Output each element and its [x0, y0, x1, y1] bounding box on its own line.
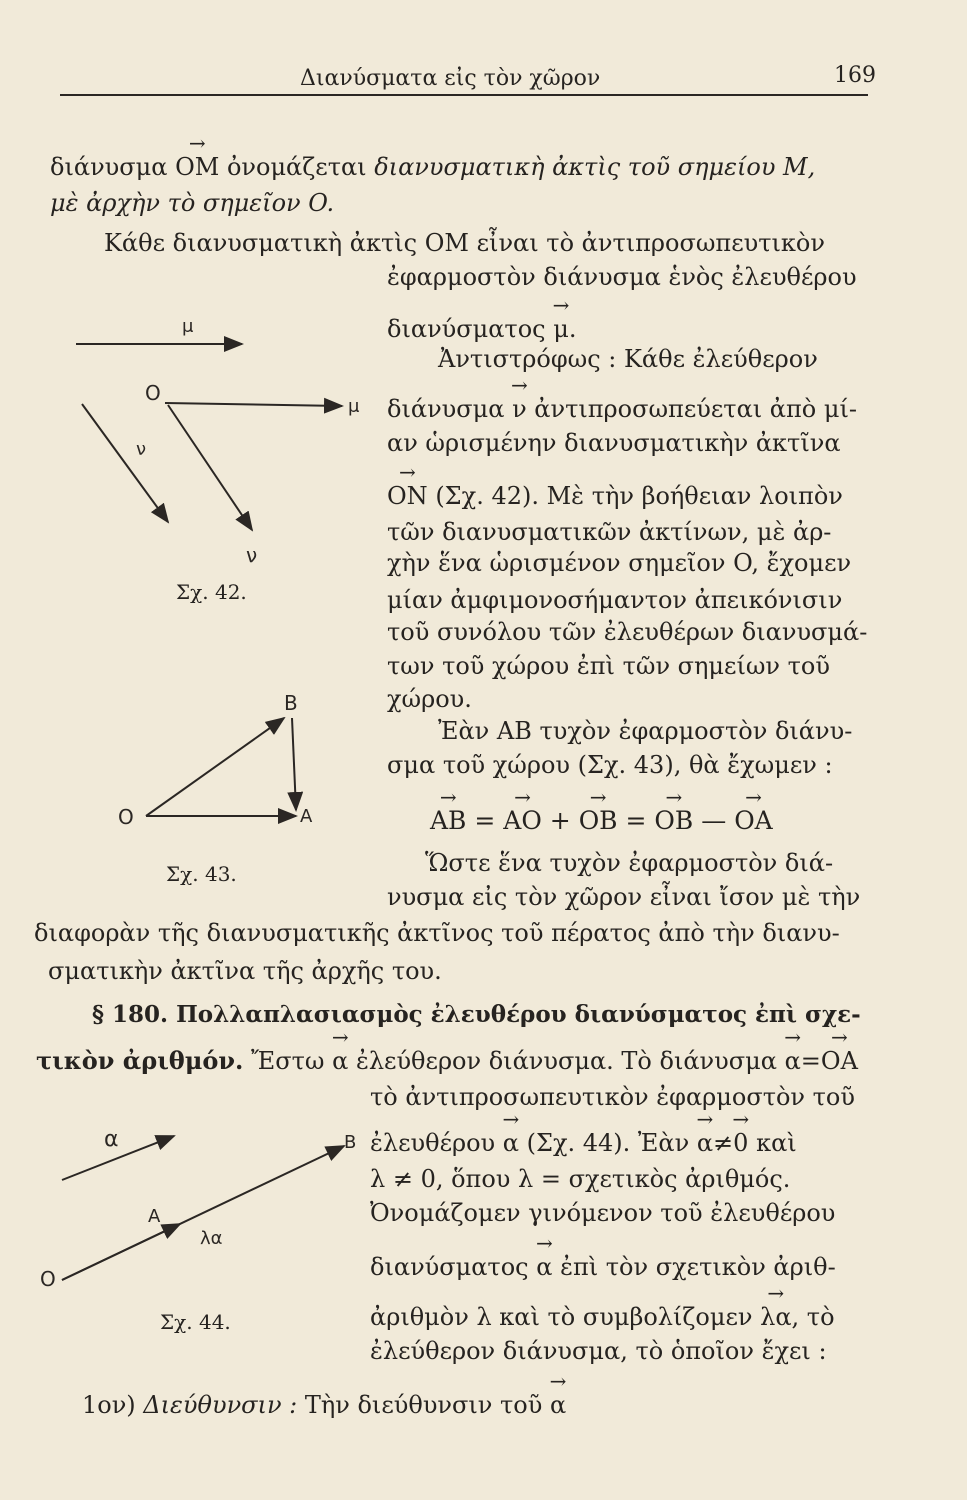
text-line-20: διαφορὰν τῆς διανυσματικῆς ἀκτῖνος τοῦ πέρατος ἀπὸ τὴν διανυ-	[34, 919, 840, 947]
page-number: 169	[834, 63, 876, 88]
text-line-10: τῶν διανυσματικῶν ἀκτίνων, μὲ ἀρ-	[387, 518, 832, 546]
text-line-2: μὲ ἀρχὴν τὸ σημεῖον O.	[50, 189, 335, 217]
text-line-18: Ὥστε ἕνα τυχὸν ἐφαρμοστὸν διά-	[425, 849, 834, 877]
label-mu-endpoint: μ	[348, 396, 360, 417]
text-line-24: ἐλευθέρου → α (Σχ. 44). Ἐὰν → α≠→ 0 καὶ	[370, 1128, 797, 1158]
label-la: λα	[200, 1228, 223, 1249]
caption-fig-43: Σχ. 43.	[166, 862, 237, 886]
text-line-8: αν ὡρισμένην διανυσματικὴν ἀκτῖνα	[387, 429, 841, 457]
text-line-1: διάνυσμα → OM ὀνομάζεται διανυσματικὴ ἀκτὶς τοῦ σημείου M,	[50, 152, 815, 182]
text-line-5: διανύσματος → μ.	[387, 314, 576, 344]
text-line-9: → ON (Σχ. 42). Μὲ τὴν βοήθειαν λοιπὸν	[387, 481, 843, 511]
text-line-11: χὴν ἕνα ὡρισμένον σημεῖον O, ἔχομεν	[387, 549, 852, 577]
figure-44	[36, 1120, 376, 1300]
text-line-15: χώρου.	[387, 685, 472, 713]
text-line-3: Κάθε διανυσματικὴ ἀκτὶς OM εἶναι τὸ ἀντιπροσωπευτικὸν	[104, 229, 825, 257]
free-vector-nu	[82, 404, 168, 522]
text-line-6: Ἀντιστρόφως : Κάθε ἐλεύθερον	[438, 345, 818, 373]
label-alpha: α	[104, 1127, 119, 1152]
text-line-22: τικὸν ἀριθμόν. Ἔστω → α ἐλεύθερον διάνυσμα. Τὸ διάνυσμα → α=→ OA	[36, 1046, 858, 1076]
segment-ob	[146, 718, 284, 816]
running-title: Διανύσματα εἰς τὸν χῶρον	[300, 66, 601, 91]
radius-on	[168, 405, 252, 530]
figure-42	[70, 300, 380, 570]
segment-ab	[292, 718, 296, 810]
text-line-21: σματικὴν ἀκτῖνα τῆς ἀρχῆς του.	[48, 957, 442, 985]
label-o: O	[118, 805, 134, 829]
text-line-27: διανύσματος → α ἐπὶ τὸν σχετικὸν ἀριθ-	[370, 1252, 836, 1282]
label-a: A	[148, 1206, 161, 1227]
header-rule	[60, 94, 868, 96]
figure-43	[110, 690, 330, 840]
label-b: B	[284, 691, 298, 715]
vector-oa	[62, 1224, 180, 1280]
text-line-26: Ὀνομάζομεν γινόμενον τοῦ ἐλευθέρου	[370, 1199, 836, 1227]
label-mu: μ	[182, 316, 194, 337]
label-nu: ν	[136, 439, 147, 460]
text-line-29: ἐλεύθερον διάνυσμα, τὸ ὁποῖον ἔχει :	[370, 1337, 827, 1365]
label-b: B	[344, 1132, 357, 1153]
text-line-13: τοῦ συνόλου τῶν ἐλευθέρων διανυσμά-	[387, 618, 868, 646]
label-nu-endpoint: ν	[246, 543, 258, 567]
caption-fig-42: Σχ. 42.	[176, 580, 247, 604]
text-line-28: ἀριθμὸν λ καὶ τὸ συμβολίζομεν → λα, τὸ	[370, 1302, 835, 1332]
section-heading: § 180. Πολλαπλασιασμὸς ἐλευθέρου διανύσματος ἐπὶ σχε-	[92, 1001, 861, 1028]
caption-fig-44: Σχ. 44.	[160, 1310, 231, 1334]
text-line-7: διάνυσμα → ν ἀντιπροσωπεύεται ἀπὸ μί-	[387, 394, 857, 424]
label-a: A	[300, 806, 313, 827]
text-line-4: ἐφαρμοστὸν διάνυσμα ἑνὸς ἐλευθέρου	[387, 263, 857, 291]
text-line-17: σμα τοῦ χώρου (Σχ. 43), θὰ ἔχωμεν :	[387, 751, 833, 779]
text-line-14: των τοῦ χώρου ἐπὶ τῶν σημείων τοῦ	[387, 652, 830, 680]
radius-om	[165, 403, 342, 406]
text-line-23: τὸ ἀντιπροσωπευτικὸν ἐφαρμοστὸν τοῦ	[370, 1083, 855, 1111]
text-line-25: λ ≠ 0, ὅπου λ = σχετικὸς ἀριθμός.	[370, 1165, 791, 1193]
vector-equation: → AB = → AO + → OB = → OB — → OA	[430, 806, 773, 836]
label-o: O	[40, 1267, 56, 1291]
text-line-30: 1ον) Διεύθυνσιν : Τὴν διεύθυνσιν τοῦ → α	[82, 1390, 566, 1420]
text-line-12: μίαν ἀμφιμονοσήμαντον ἀπεικόνισιν	[387, 586, 843, 614]
text-line-16: Ἐὰν AB τυχὸν ἐφαρμοστὸν διάνυ-	[438, 717, 853, 745]
text-line-19: νυσμα εἰς τὸν χῶρον εἶναι ἴσον μὲ τὴν	[387, 883, 861, 911]
label-o: O	[145, 381, 161, 405]
